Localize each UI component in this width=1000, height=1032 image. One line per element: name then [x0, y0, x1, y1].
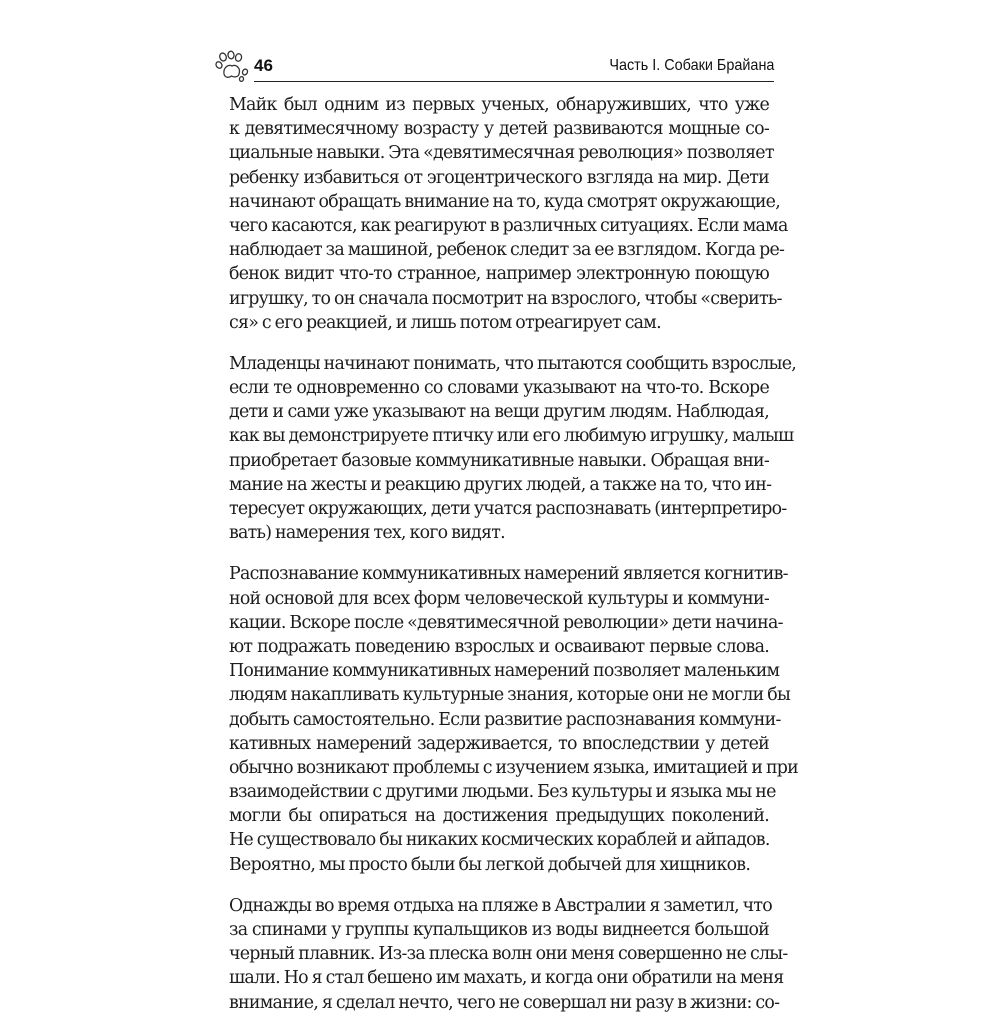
text-line: ся» с его реакцией, и лишь потом отреагирует сам.	[229, 312, 661, 333]
paragraph	[229, 562, 799, 876]
text-line: Распознавание коммуникативных намерений является когнитив-	[229, 564, 788, 585]
paragraph	[229, 93, 788, 335]
paragraph-list	[229, 93, 799, 1015]
paragraph	[229, 352, 797, 546]
text-line: могли бы опираться на достижения предыдущих поколений.	[229, 806, 769, 827]
text-line: кации. Вскоре после «девятимесячной революции» дети начина-	[229, 612, 783, 633]
text-line: Вероятно, мы просто были бы легкой добычей для хищников.	[229, 854, 751, 875]
text-line: добыть самостоятельно. Если развитие распознавания коммуни-	[229, 709, 781, 730]
text-line: приобретает базовые коммуникативные навыки. Обращая вни-	[229, 450, 769, 471]
text-line: как вы демонстрируете птичку или его любимую игрушку, малыш	[229, 426, 794, 447]
page-header	[214, 50, 774, 84]
text-line: Понимание коммуникативных намерений позволяет маленьким	[229, 661, 780, 682]
text-line: Майк был одним из первых ученых, обнаруживших, что уже	[229, 95, 769, 115]
text-line: за спинами у группы купальщиков из воды виднеется большой	[229, 920, 769, 940]
text-line: Младенцы начинают понимать, что пытаются сообщить взрослые,	[229, 353, 797, 374]
body-text	[229, 93, 799, 1032]
text-line: игрушку, то он сначала посмотрит на взрослого, чтобы «сверить-	[229, 288, 782, 309]
page-number: 46	[254, 56, 273, 75]
text-line: дети и сами уже указывают на вещи другим людям. Наблюдая,	[229, 402, 769, 423]
text-line: вать) намерения тех, кого видят.	[229, 523, 505, 544]
text-line: шали. Но я стал бешено им махать, и когда они обратили на меня	[229, 968, 784, 989]
text-line: ной основой для всех форм человеческой культуры и коммуни-	[229, 588, 769, 609]
text-line: чего касаются, как реагируют в различных ситуациях. Если мама	[229, 215, 788, 236]
text-line: черный плавник. Из-за плеска волн они меня совершенно не слы-	[229, 944, 788, 965]
text-line: если те одновременно со словами указывают на что-то. Вскоре	[229, 378, 769, 399]
text-line: кативных намерений задерживается, то впоследствии у детей	[229, 733, 769, 754]
text-line: людям накапливать культурные знания, которые они не могли бы	[229, 685, 791, 706]
text-line: бенок видит что-то странное, например электронную поющую	[229, 264, 769, 285]
text-line: мание на жесты и реакцию других людей, а также на то, что ин-	[229, 474, 772, 495]
text-line: Однажды во время отдыха на пляже в Австралии я заметил, что	[229, 895, 773, 916]
paragraph	[229, 894, 788, 1015]
text-line: тересует окружающих, дети учатся распознавать (интерпретиро-	[229, 499, 787, 519]
text-line: обычно возникают проблемы с изучением языка, имитацией и при	[229, 757, 799, 778]
header-divider	[254, 81, 774, 82]
text-line: циальные навыки. Эта «девятимесячная революция» позволяет	[229, 143, 774, 164]
text-line: внимание, я сделал нечто, чего не совершал ни разу в жизни: со-	[229, 992, 780, 1013]
text-line: наблюдает за машиной, ребенок следит за ее взглядом. Когда ре-	[229, 240, 785, 261]
text-line: взаимодействии с другими людьми. Без культуры и языка мы не	[229, 782, 776, 803]
text-line: ребенку избавиться от эгоцентрического взгляда на мир. Дети	[229, 167, 769, 188]
running-title: Часть I. Собаки Брайана	[608, 57, 774, 74]
text-line: к девятимесячному возрасту у детей развиваются мощные со-	[229, 119, 769, 140]
text-line: ют подражать поведению взрослых и осваивают первые слова.	[229, 636, 769, 657]
text-line: Не существовало бы никаких космических кораблей и айпадов.	[229, 830, 770, 851]
paw-print-icon	[214, 50, 250, 82]
text-line: начинают обращать внимание на то, куда смотрят окружающие,	[229, 191, 780, 212]
